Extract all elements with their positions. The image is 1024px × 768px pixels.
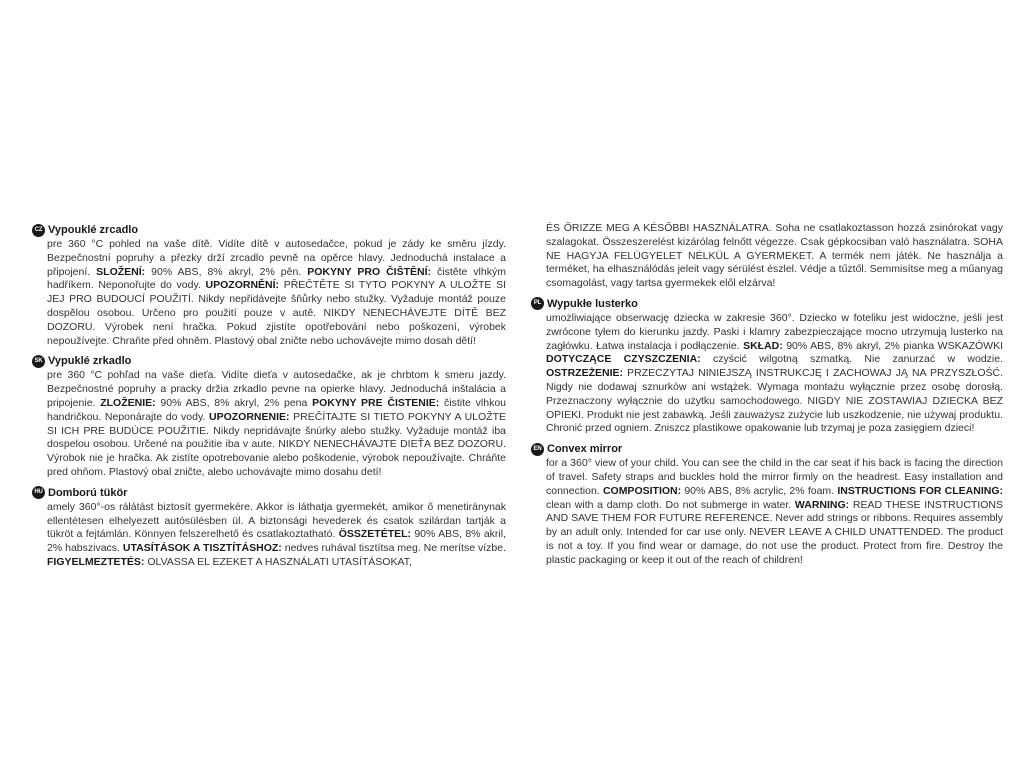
section-hu-continuation xyxy=(531,222,1003,291)
section-header xyxy=(32,222,506,238)
composition-label: COMPOSITION: xyxy=(602,484,682,497)
warning-label: WARNING: xyxy=(794,498,850,511)
lang-badge-pl: PL xyxy=(531,297,544,310)
cleaning-label: DOTYCZĄCE CZYSZCZENIA: xyxy=(546,353,701,366)
body-text: for a 360° view of your child. You can see the child in the car seat if his back is facing the direction of travel. Safety straps and buckles hold the mirror firmly on the headrest. Easy installation and connection. xyxy=(546,457,1003,497)
composition-label: SKŁAD: xyxy=(743,339,783,352)
section-title-en: Convex mirror xyxy=(547,443,623,456)
section-body-hu xyxy=(47,501,506,570)
body-text: pre 360 °C pohľad na vaše dieťa. Vidíte dieťa v autosedačke, ak je chrbtom k smeru jazdy. Bezpečnostné popruhy a pracky držia zrkadlo pevne na opierke hlavy. Jednoduchá inštalácia a pripojenie. xyxy=(47,369,506,409)
lang-badge-sk: SK xyxy=(32,355,45,368)
section-title-pl: Wypukłe lusterko xyxy=(547,297,638,310)
cleaning-label: POKYNY PRE ČISTENIE: xyxy=(312,396,440,409)
section-header xyxy=(32,485,506,501)
lang-badge-en: EN xyxy=(531,443,544,456)
body-text: PRZECZYTAJ NINIEJSZĄ INSTRUKCJĘ I ZACHOWAJ JĄ NA PRZYSZŁOŚĆ. Nigdy nie dodawaj sznurków ani wstążek. Wymaga montażu wyłącznie przez osobę dorosłą. Przeznaczony wyłącznie do użytku samochodowego. NIGDY NIE ZOSTAWIAJ DZIECKA BEZ OPIEKI. Produkt nie jest zabawką. Jeśli zauważysz zużycie lub uszkodzenie, nie używaj produktu. Chronić przed ogniem. Zniszcz plastikowe opakowanie lub trzymaj je poza zasięgiem dzieci! xyxy=(546,367,1003,435)
body-text: PŘEČTĚTE SI TYTO POKYNY A ULOŽTE SI JEJ PRO BUDOUCÍ POUŽITÍ. Nikdy nepřidávejte šňůrky nebo stužky. Vyžaduje montáž pouze dospělou osobou. Určeno pro použití pouze v autě. NIKDY NENECHÁVEJTE DÍTĚ BEZ DOZORU. Výrobek není hračka. Pokud zjistíte opotřebování nebo poškození, výrobek nepoužívejte. Chraňte před ohněm. Plastový obal zničte nebo uchovávejte mimo dosah dětí! xyxy=(47,279,506,347)
section-pl xyxy=(531,296,1003,436)
section-sk xyxy=(32,353,506,479)
body-text: OLVASSA EL EZEKET A HASZNÁLATI UTASÍTÁSOKAT, xyxy=(144,555,412,568)
section-title-cz: Vypouklé zrcadlo xyxy=(48,224,139,236)
body-text: 90% ABS, 8% akryl, 2% pianka WSKAZÓWKI xyxy=(782,339,1003,352)
left-column xyxy=(32,222,506,575)
section-body-sk xyxy=(47,369,506,479)
body-text: amely 360°-os rálátást biztosít gyermekére. Akkor is láthatja gyermekét, amikor ő menetiránynak ellentétesen elhelyezett autósülésben ül. A biztonsági hevederek és csatok szilárdan tartják a tükröt a fejtámlán. Könnyen felszerelhető és csatlakoztatható. xyxy=(47,500,506,541)
body-text: 90% ABS, 8% acrylic, 2% foam. xyxy=(681,484,838,497)
section-header xyxy=(32,353,506,369)
body-text: pre 360 °C pohled na vaše dítě. Vidíte dítě v autosedačce, pokud je zády ke směru jízdy. Bezpečnostní popruhy a přezky drží zrcadlo pevně na opěrce hlavy. Jednoduchá instalace a připojení. xyxy=(47,238,506,278)
lang-badge-hu: HU xyxy=(32,486,45,499)
lang-badge-cz: CZ xyxy=(32,224,45,237)
cleaning-label: INSTRUCTIONS FOR CLEANING: xyxy=(837,484,1003,497)
body-text: čistěte vlhkým hadříkem. Neponořujte do vody. xyxy=(47,265,506,292)
warning-label: OSTRZEŻENIE: xyxy=(546,367,624,380)
body-text: čistite vlhkou handričkou. Neponárajte do vody. xyxy=(47,396,507,423)
warning-label: FIGYELMEZTETÉS: xyxy=(47,555,145,568)
body-text: czyścić wilgotną szmatką. Nie zanurzać w wodzie. xyxy=(700,353,1003,366)
hu-continuation-text: ÉS ŐRIZZE MEG A KÉSŐBBI HASZNÁLATRA. Soha ne csatlakoztasson hozzá zsinórokat vagy szalagokat. Összeszerelést kizárólag felnőtt végezze. Csak gépkocsiban való használatra. SOHA NE HAGYJA FELÜGYELET NÉLKÜL A GYERMEKET. A termék nem játék. Ne használja a terméket, ha elhasználódás jeleit vagy sérülést észlel. Védje a tűztől. Semmisítse meg a műanyag csomagolást, vagy tartsa gyermekek elől elzárva! xyxy=(546,222,1003,290)
right-column xyxy=(531,222,1003,573)
composition-label: ZLOŽENIE: xyxy=(100,396,156,409)
body-text: nedves ruhával tisztítsa meg. Ne merítse vízbe. xyxy=(281,542,506,555)
body-text: 90% ABS, 8% akryl, 2% pena xyxy=(155,396,313,409)
section-body-en xyxy=(546,457,1003,567)
body-text: PREČÍTAJTE SI TIETO POKYNY A ULOŽTE SI ICH PRE BUDÚCE POUŽITIE. Nikdy nepridávajte šnúrky alebo stužky. Vyžaduje montáž iba dospelou osobou. Určené na použitie iba v aute. NIKDY NENECHÁVAJTE DIEŤA BEZ DOZORU. Výrobok nie je hračka. Ak zistíte opotrebovanie alebo poškodenie, výrobok nepoužívajte. Chráňte pred ohňom. Plastový obal zničte, alebo uchovávajte mimo dosahu detí! xyxy=(47,410,507,478)
section-header xyxy=(531,441,1003,457)
warning-label: UPOZORNĚNÍ: xyxy=(205,279,280,292)
cleaning-label: POKYNY PRO ČIŠTĚNÍ: xyxy=(307,265,432,278)
body-text: clean with a damp cloth. Do not submerge in water. xyxy=(546,498,795,511)
body-text: 90% ABS, 8% akryl, 2% pěn. xyxy=(145,265,308,278)
composition-label: ÖSSZETÉTEL: xyxy=(338,528,412,541)
section-title-sk: Vypuklé zrkadlo xyxy=(48,355,132,368)
section-title-hu: Domború tükör xyxy=(48,486,128,499)
section-body-pl xyxy=(546,312,1003,436)
body-text: umożliwiające obserwację dziecka w zakresie 360°. Dziecko w foteliku jest widoczne, jeśli jest zwrócone tyłem do kierunku jazdy. Paski i klamry zabezpieczające mocno utrzymują lusterko na zagłówku. Łatwa instalacja i podłączenie. xyxy=(546,311,1003,352)
section-body-cz xyxy=(47,238,506,348)
warning-label: UPOZORNENIE: xyxy=(209,410,290,423)
section-en xyxy=(531,441,1003,567)
section-cz xyxy=(32,222,506,348)
composition-label: SLOŽENÍ: xyxy=(96,265,146,278)
cleaning-label: UTASÍTÁSOK A TISZTÍTÁSHOZ: xyxy=(122,542,282,555)
section-hu xyxy=(32,485,506,570)
body-text: 90% ABS, 8% akril, 2% habszivacs. xyxy=(47,528,506,555)
body-text: READ THESE INSTRUCTIONS AND SAVE THEM FOR FUTURE REFERENCE. Never add strings or ribbons. Requires assembly by an adult only. Intended for car use only. NEVER LEAVE A CHILD UNATTENDED. The product is not a toy. If you find wear or damage, do not use the product. Protect from fire. Destroy the plastic packaging or keep it out of the reach of children! xyxy=(546,498,1004,566)
section-header xyxy=(531,296,1003,312)
